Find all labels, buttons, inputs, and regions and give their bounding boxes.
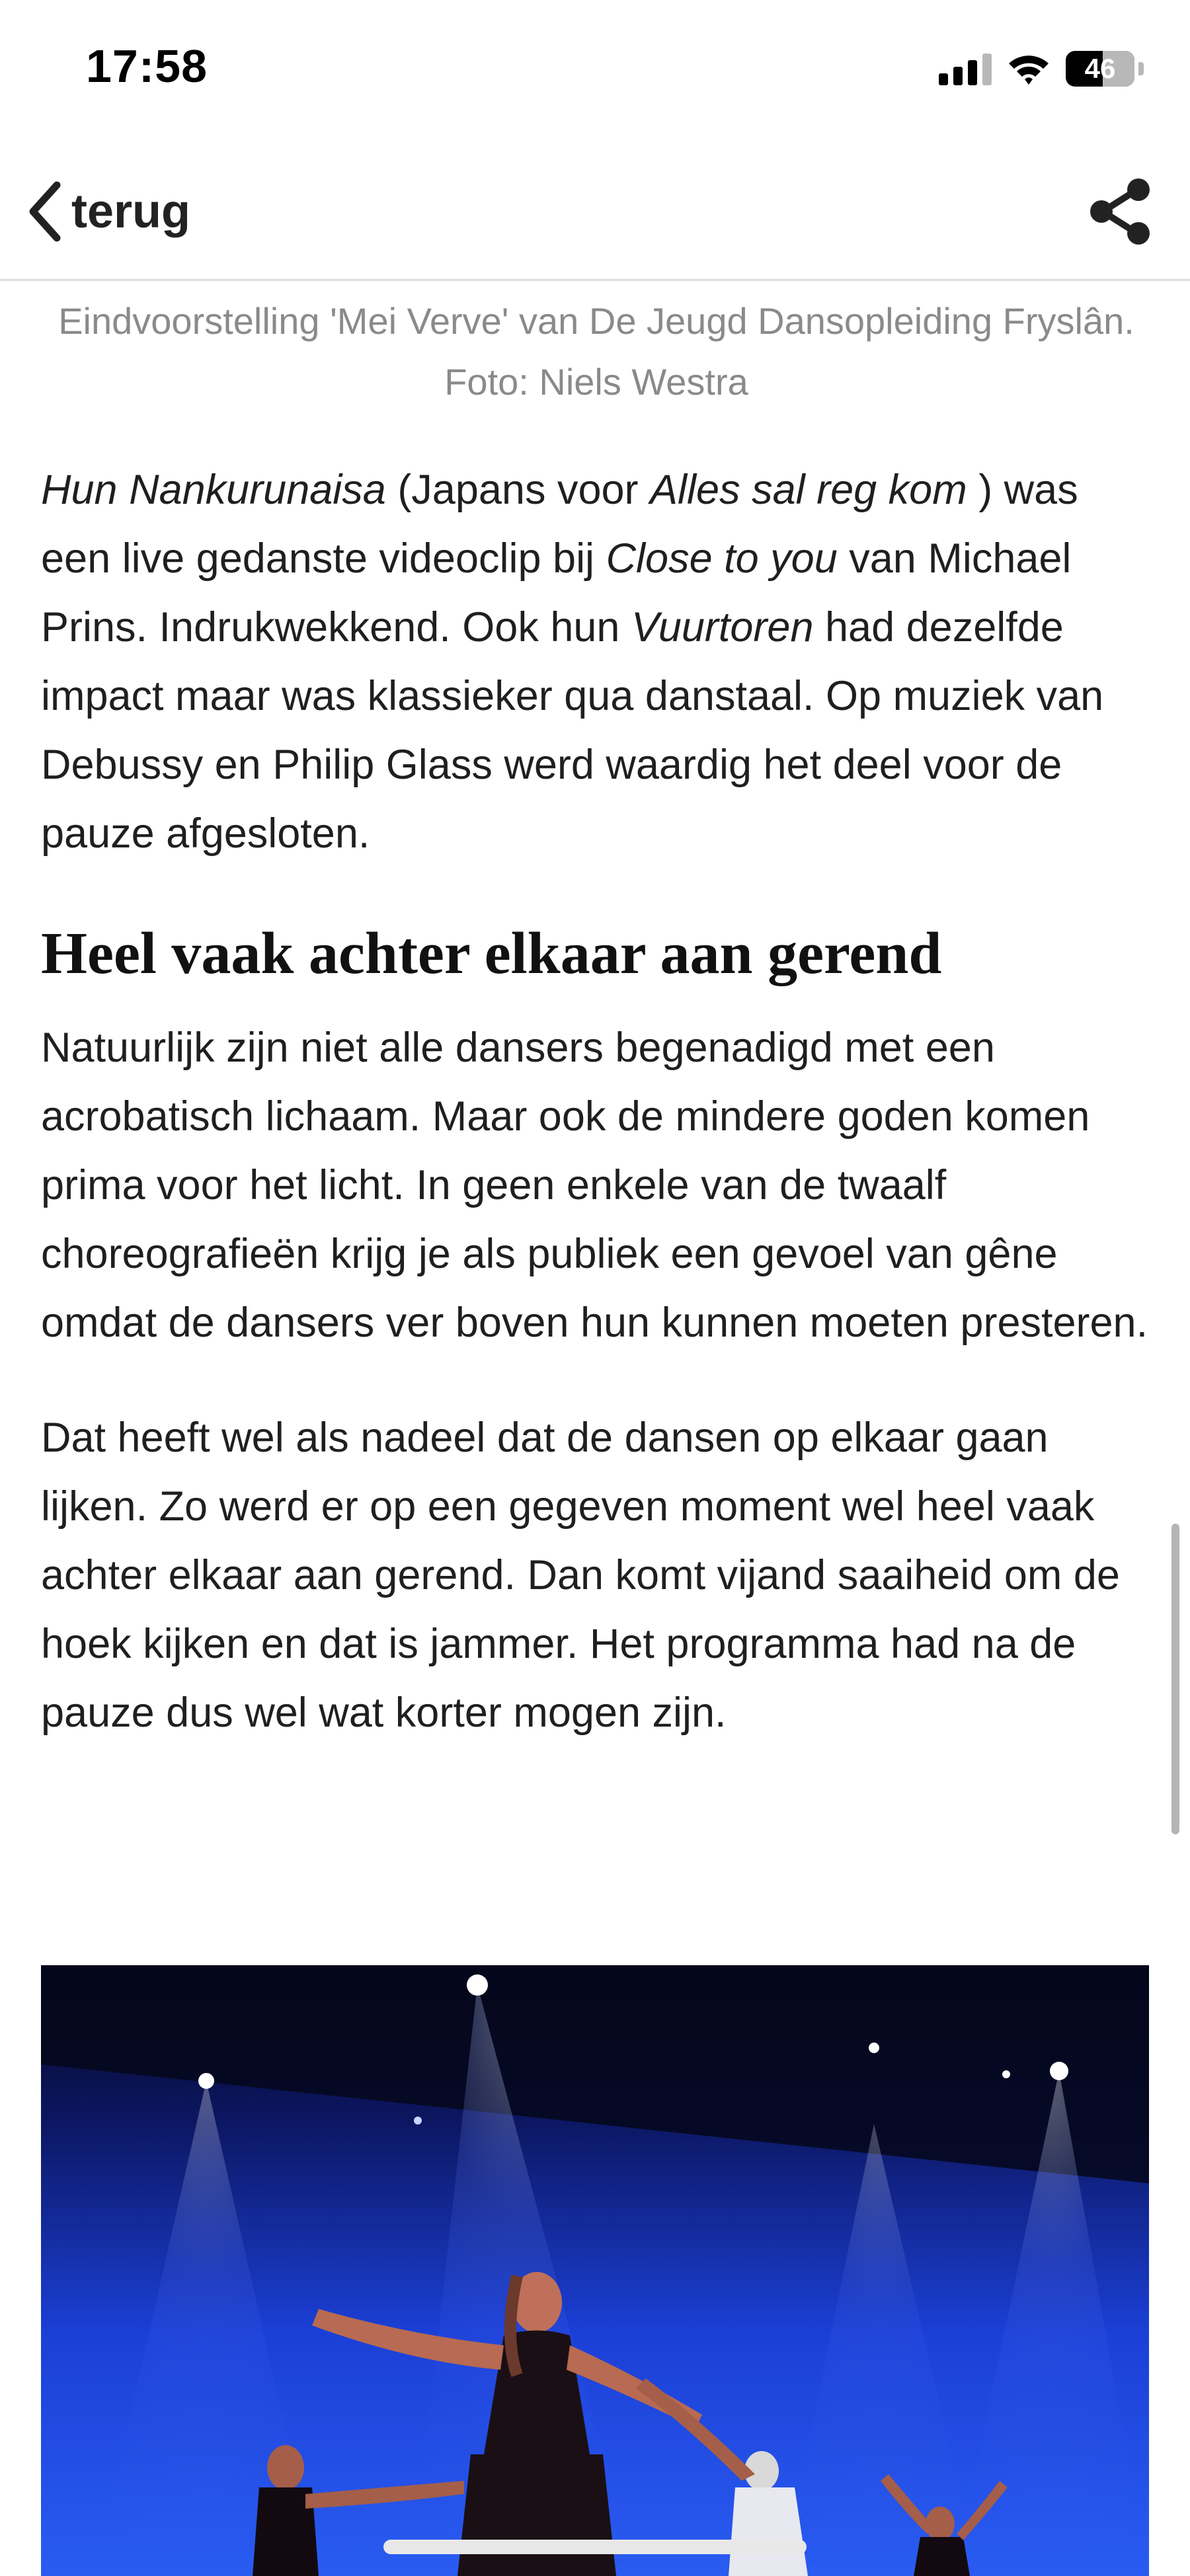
photo-caption: Eindvoorstelling 'Mei Verve' van De Jeugd Dansopleiding Fryslân. Foto: Niels Westra [58, 300, 1134, 403]
scrollbar[interactable] [1171, 1524, 1179, 1834]
battery-level: 46 [1084, 53, 1116, 84]
share-icon [1084, 175, 1157, 248]
status-bar [0, 0, 1190, 142]
italic-title: Alles sal reg kom [650, 467, 967, 513]
article-photo[interactable] [41, 1965, 1149, 2576]
paragraph-1 [41, 455, 1152, 868]
cellular-signal-icon [939, 52, 992, 85]
nav-bar [0, 142, 1190, 281]
paragraph-2: Natuurlijk zijn niet alle dansers begenadigd met een acrobatisch lichaam. Maar ook de mindere goden komen prima voor het licht. In geen enkele van de twaalf choreografieën krijg je als publiek een gevoel van gêne omdat de dansers ver boven hun kunnen moeten presteren. [41, 1025, 1148, 1346]
paragraph-3: Dat heeft wel als nadeel dat de dansen op elkaar gaan lijken. Zo werd er op een gegeven moment wel heel vaak achter elkaar aan gerend. Dan komt vijand saaiheid om de hoek kijken en dat is jammer. Het programma had na de pauze dus wel wat korter mogen zijn. [41, 1415, 1120, 1736]
share-button[interactable] [1084, 175, 1157, 248]
section-heading: Heel vaak achter elkaar aan gerend [41, 921, 942, 986]
battery-icon [1066, 51, 1134, 87]
article-content [41, 291, 1152, 1793]
battery-nub [1138, 62, 1144, 75]
italic-title: Vuurtoren [631, 604, 814, 650]
back-button[interactable] [25, 175, 190, 248]
dance-stage-image [41, 1965, 1149, 2576]
italic-title: Hun Nankurunaisa [41, 467, 386, 513]
chevron-left-icon [25, 180, 65, 243]
status-time: 17:58 [86, 40, 208, 92]
text-run: had dezelfde impact maar was klassieker qua danstaal. Op muziek van Debussy en Philip Glass werd waardig het deel voor de pauze afgesloten. [41, 604, 1104, 857]
text-run: ) was een live gedanste videoclip bij [41, 467, 1078, 582]
back-label: terug [71, 185, 190, 238]
text-run: van Michael Prins. Indrukwekkend. Ook hun [41, 535, 1072, 650]
italic-title: Close to you [606, 535, 838, 582]
text-run: (Japans voor [385, 467, 651, 513]
wifi-icon [1006, 52, 1051, 86]
home-indicator[interactable] [383, 2540, 807, 2554]
status-icons [939, 49, 1144, 89]
